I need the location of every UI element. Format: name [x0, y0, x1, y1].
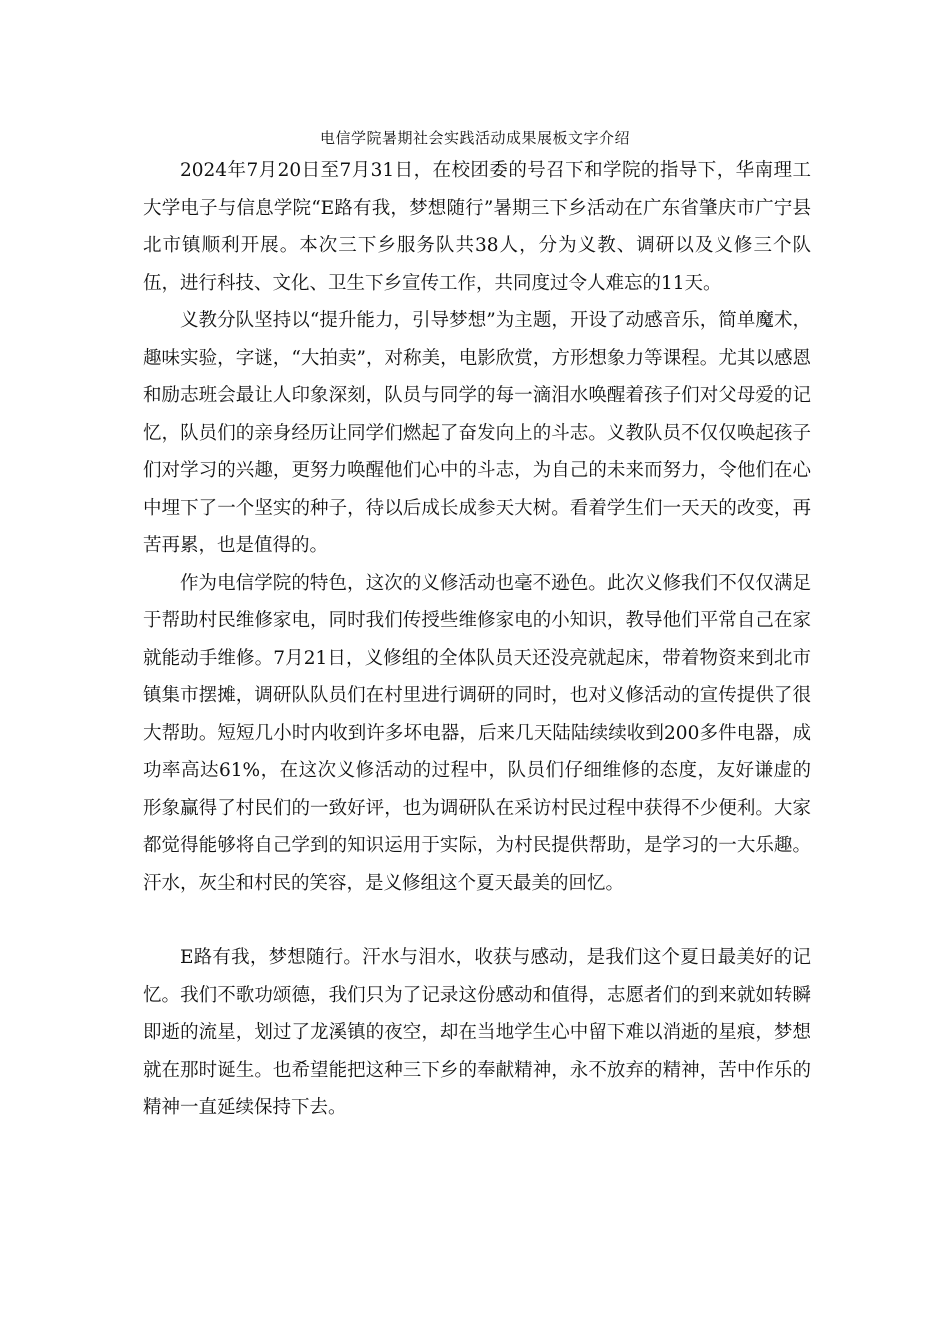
document-title: 电信学院暑期社会实践活动成果展板文字介绍 [319, 129, 630, 147]
paragraph-conclusion: E路有我，梦想随行。汗水与泪水，收获与感动，是我们这个夏日最美好的记忆。我们不歌功颂德，我们只为了记录这份感动和值得，志愿者们的到来就如转瞬即逝的流星，划过了龙溪镇的夜空，却在当地学生心中留下难以消逝的星痕，梦想就在那时诞生。也希望能把这种三下乡的奉献精神，永不放弃的精神，苦中作乐的精神一直延续保持下去。 [143, 947, 811, 1118]
document-body [143, 152, 811, 1127]
paragraph-intro: 2024年7月20日至7月31日，在校团委的号召下和学院的指导下，华南理工大学电子与信息学院“E路有我，梦想随行”暑期三下乡活动在广东省肇庆市广宁县北市镇顺利开展。本次三下乡服务队共38人，分为义教、调研以及义修三个队伍，进行科技、文化、卫生下乡宣传工作，共同度过令人难忘的11天。 [143, 160, 811, 294]
paragraph-repair-team: 作为电信学院的特色，这次的义修活动也毫不逊色。此次义修我们不仅仅满足于帮助村民维修家电，同时我们传授些维修家电的小知识，教导他们平常自己在家就能动手维修。7月21日，义修组的全体队员天还没亮就起床，带着物资来到北市镇集市摆摊，调研队队员们在村里进行调研的同时，也对义修活动的宣传提供了很大帮助。短短几小时内收到许多坏电器，后来几天陆陆续续收到200多件电器，成功率高达61%，在这次义修活动的过程中，队员们仔细维修的态度，友好谦虚的形象赢得了村民们的一致好评，也为调研队在采访村民过程中获得不少便利。大家都觉得能够将自己学到的知识运用于实际，为村民提供帮助，是学习的一大乐趣。汗水，灰尘和村民的笑容，是义修组这个夏天最美的回忆。 [143, 572, 811, 894]
paragraph-teaching-team: 义教分队坚持以“提升能力，引导梦想”为主题，开设了动感音乐，简单魔术，趣味实验，字谜，“大拍卖”，对称美，电影欣赏，方形想象力等课程。尤其以感恩和励志班会最让人印象深刻，队员与同学的每一滴泪水唤醒着孩子们对父母爱的记忆，队员们的亲身经历让同学们燃起了奋发向上的斗志。义教队员不仅仅唤起孩子们对学习的兴趣，更努力唤醒他们心中的斗志，为自己的未来而努力，令他们在心中埋下了一个坚实的种子，待以后成长成参天大树。看着学生们一天天的改变，再苦再累，也是值得的。 [143, 310, 811, 556]
